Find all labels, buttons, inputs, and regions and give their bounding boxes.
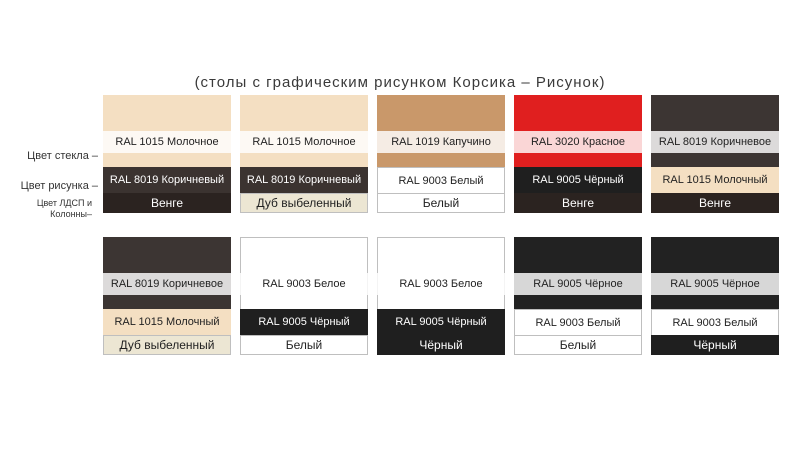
base-color-name: Чёрный	[377, 335, 505, 355]
base-color-name: Венге	[103, 193, 231, 213]
color-swatch	[514, 95, 642, 215]
color-swatch	[240, 95, 368, 215]
glass-color-name: RAL 1015 Молочное	[103, 131, 231, 153]
pattern-color-name: RAL 9003 Белый	[514, 309, 642, 337]
pattern-color-name: RAL 1015 Молочный	[103, 309, 231, 335]
glass-color-name: RAL 8019 Коричневое	[651, 131, 779, 153]
pattern-color-name: RAL 9005 Чёрный	[377, 309, 505, 335]
pattern-color-name: RAL 8019 Коричневый	[103, 167, 231, 193]
color-swatch	[240, 237, 368, 357]
color-swatch	[651, 95, 779, 215]
color-swatch	[377, 95, 505, 215]
pattern-color-name: RAL 9003 Белый	[651, 309, 779, 337]
base-color-label: Цвет ЛДСП и Колонны–	[36, 198, 92, 219]
pattern-color-name: RAL 9005 Чёрный	[514, 167, 642, 193]
color-swatch	[651, 237, 779, 357]
base-color-name: Дуб выбеленный	[240, 193, 368, 213]
base-color-name: Чёрный	[651, 335, 779, 355]
glass-color-name: RAL 9005 Чёрное	[651, 273, 779, 295]
pattern-color-name: RAL 9005 Чёрный	[240, 309, 368, 335]
glass-color-label: Цвет стекла –	[27, 150, 98, 162]
color-swatch	[514, 237, 642, 357]
pattern-color-label: Цвет рисунка –	[20, 180, 98, 192]
glass-color-name: RAL 9003 Белое	[240, 273, 368, 295]
page-title: (столы с графическим рисунком Корсика – Рисунок)	[194, 74, 606, 91]
color-swatch	[377, 237, 505, 357]
base-color-name: Венге	[514, 193, 642, 213]
color-swatch	[103, 237, 231, 357]
base-color-name: Белый	[377, 193, 505, 213]
glass-color-name: RAL 9005 Чёрное	[514, 273, 642, 295]
pattern-color-name: RAL 9003 Белый	[377, 167, 505, 195]
glass-color-name: RAL 8019 Коричневое	[103, 273, 231, 295]
color-swatch	[103, 95, 231, 215]
base-color-name: Венге	[651, 193, 779, 213]
glass-color-name: RAL 1015 Молочное	[240, 131, 368, 153]
pattern-color-name: RAL 8019 Коричневый	[240, 167, 368, 193]
glass-color-name: RAL 1019 Капучино	[377, 131, 505, 153]
base-color-name: Белый	[240, 335, 368, 355]
pattern-color-name: RAL 1015 Молочный	[651, 167, 779, 193]
base-color-name: Белый	[514, 335, 642, 355]
base-color-name: Дуб выбеленный	[103, 335, 231, 355]
glass-color-name: RAL 3020 Красное	[514, 131, 642, 153]
glass-color-name: RAL 9003 Белое	[377, 273, 505, 295]
